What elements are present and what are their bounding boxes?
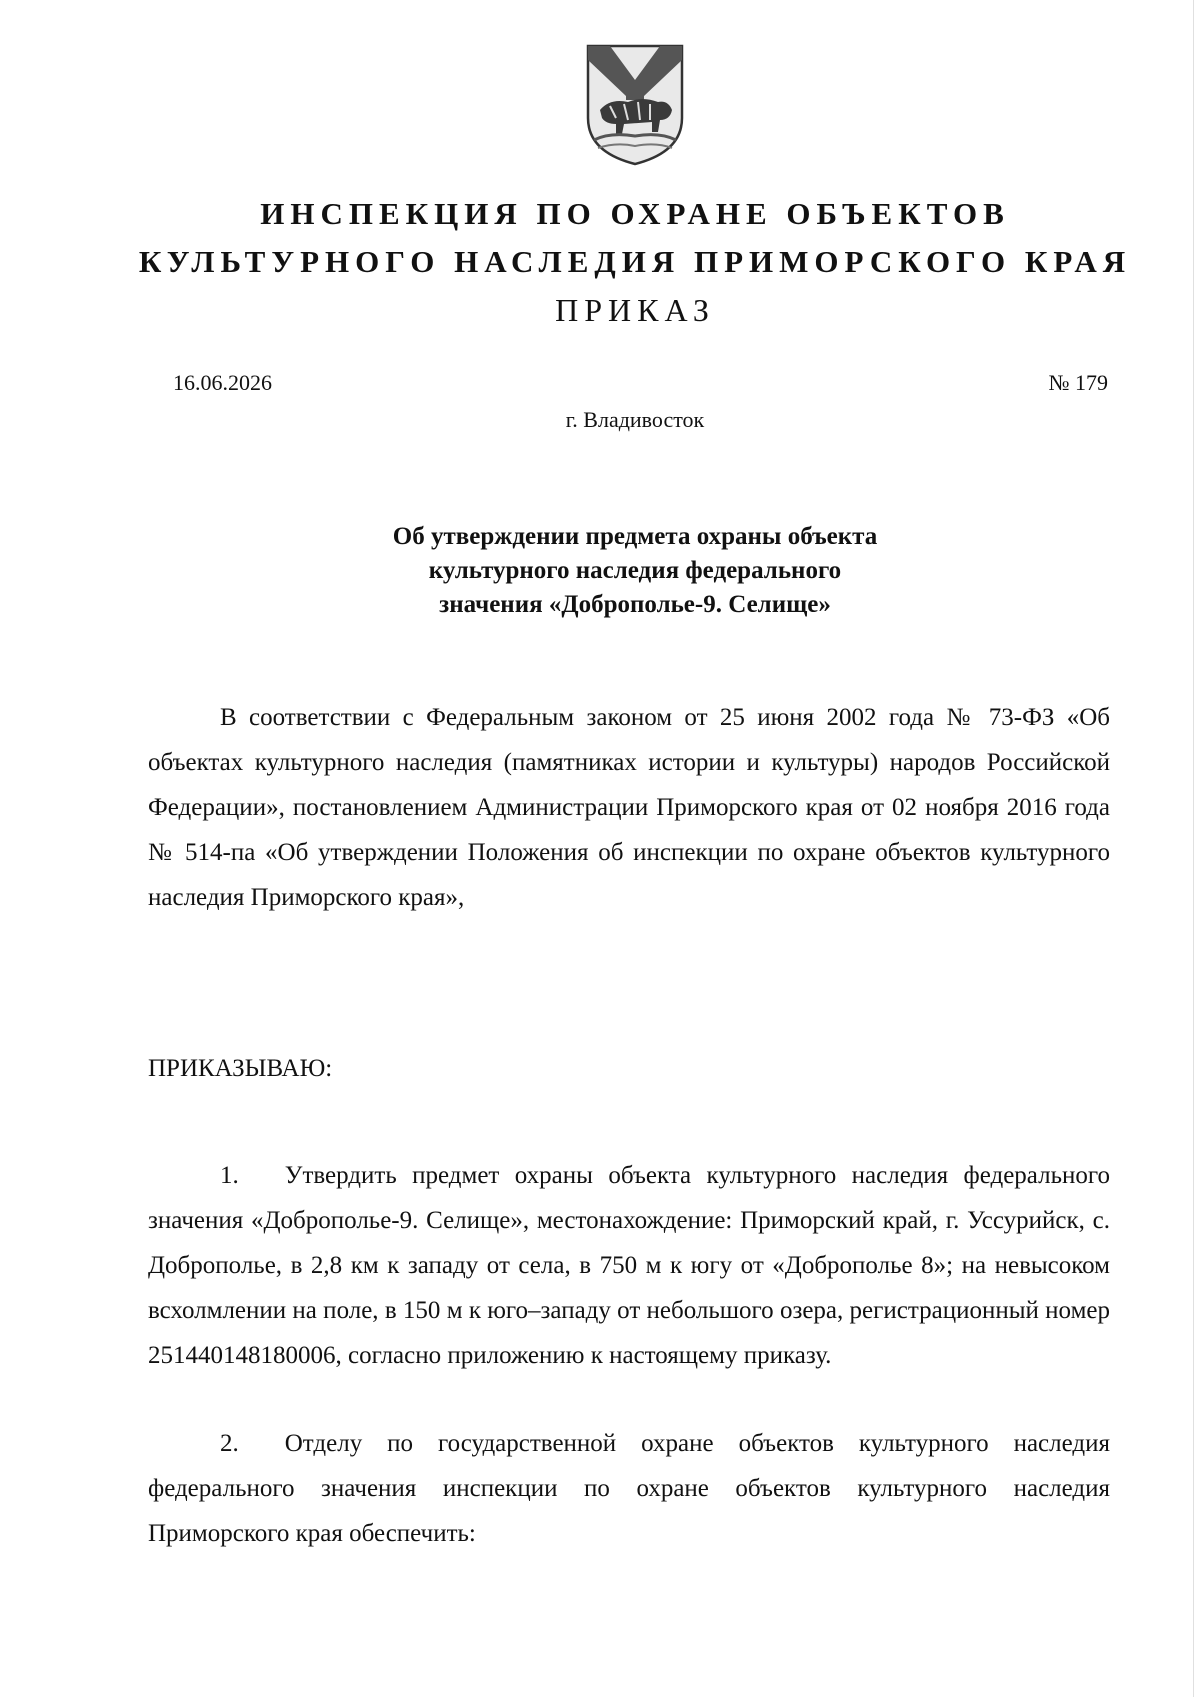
document-subject [0,520,1200,622]
preamble-paragraph: В соответствии с Федеральным законом от 25 июня 2002 года № 73-ФЗ «Об объектах культурного наследия (памятниках истории и культуры) народов Российской Федерации», постановлением Администрации Приморского края от 02 ноября 2016 года № 514-па «Об утверждении Положения об инспекции по охране объектов культурного наследия Приморского края», [148,704,1110,911]
subject-line2: культурного наследия федерального [428,557,842,584]
organization-name-line2: КУЛЬТУРНОГО НАСЛЕДИЯ ПРИМОРСКОГО КРАЯ [138,244,1132,279]
primorye-coat-of-arms-icon [580,40,690,170]
order-word: ПРИКАЗЫВАЮ: [148,1055,333,1082]
order-item-1-text: Утвердить предмет охраны объекта культурного наследия федерального значения «Доброполье-9. Селище», местонахождение: Приморский край, г. Уссурийск, с. Доброполье, в 2,8 км к западу от села, в 750 м к югу от «Доброполье 8»; на невысоком всхолмлении на поле, в 150 м к юго–западу от небольшого озера, регистрационный номер 251440148180006, согласно приложению к настоящему приказу. [148,1162,1110,1369]
document-city: г. Владивосток [565,407,705,432]
document-type: ПРИКАЗ [555,292,715,328]
subject-line3: значения «Доброполье-9. Селище» [439,591,831,618]
order-item-1 [148,1153,1110,1378]
organization-name-line1: ИНСПЕКЦИЯ ПО ОХРАНЕ ОБЪЕКТОВ [260,196,1010,231]
organization-name [0,190,1200,286]
order-item-2-text: Отделу по государственной охране объектов культурного наследия федерального значения инспекции по охране объектов культурного наследия Приморского края обеспечить: [148,1430,1110,1547]
order-item-2 [148,1421,1110,1556]
document-date: 16.06.2026 [173,370,272,395]
subject-line1: Об утверждении предмета охраны объекта [392,523,878,550]
order-item-1-number: 1. [220,1162,239,1189]
order-item-2-number: 2. [220,1430,239,1457]
scan-edge-line [1193,0,1194,1697]
document-number: № 179 [1048,370,1108,395]
